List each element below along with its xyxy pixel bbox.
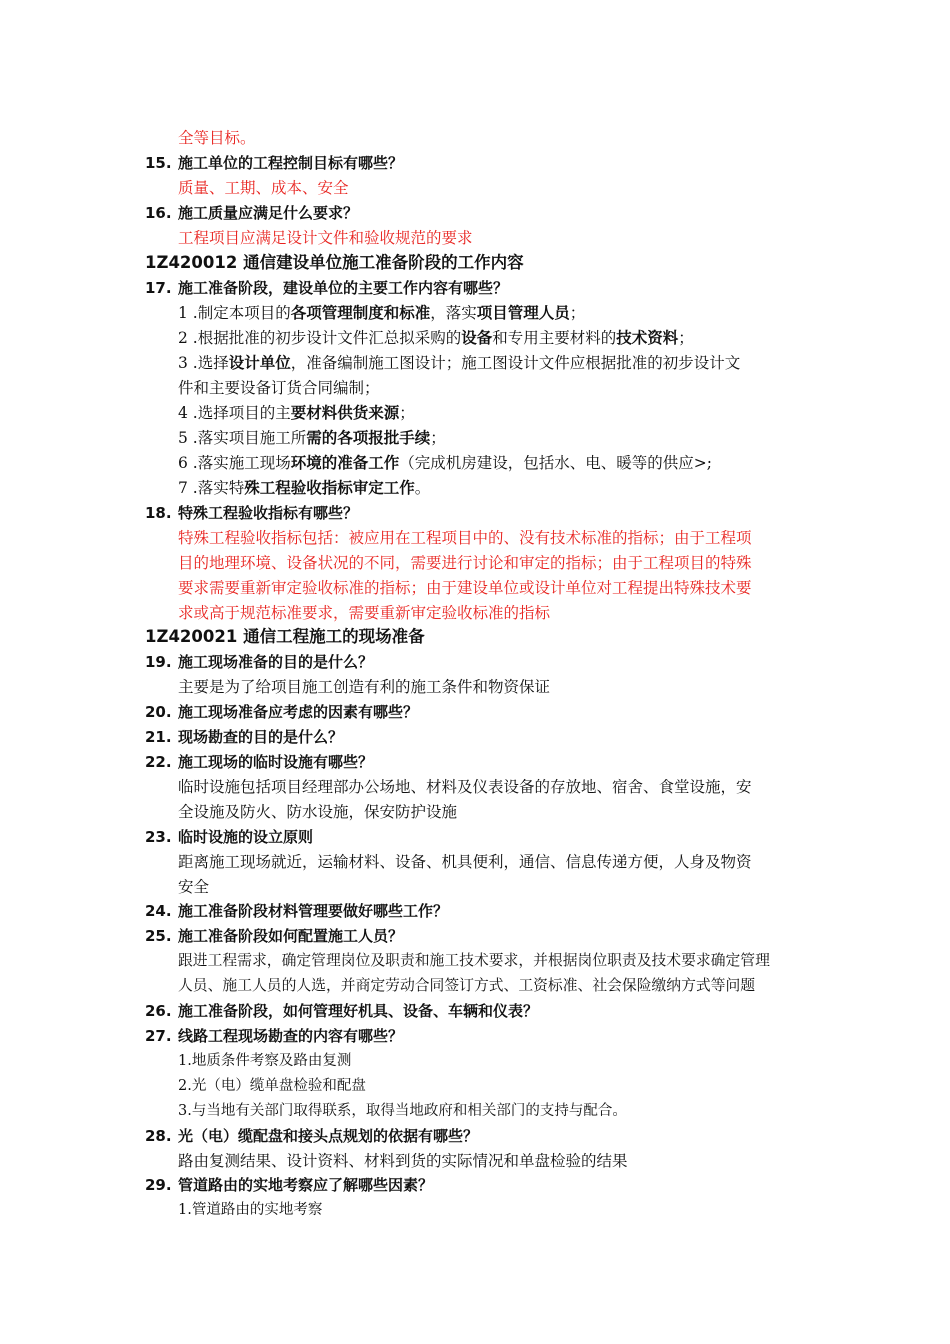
question-15 [145,153,403,173]
text: 。 [414,479,431,497]
bold-text: 项目管理人员 [476,304,570,322]
answer-text: 1.地质条件考察及路由复测 [178,1053,352,1069]
answer-text: 人员、施工人员的人选，并商定劳动合同签订方式、工资标准、社会保险缴纳方式等问题 [178,977,756,994]
text: 2 .根据批准的初步设计文件汇总拟采购的 [178,329,462,347]
question-text: 施工单位的工程控制目标有哪些？ [178,154,404,172]
answer-22-line-2 [178,802,457,822]
bold-text: 要材料供货来源 [290,404,400,422]
question-16 [145,203,358,223]
bold-text: 技术资料 [616,329,679,347]
answer-15 [178,178,349,198]
bold-text: 殊工程验收指标审定工作 [244,479,415,497]
answer-17-item-2 [178,328,694,348]
question-number: 26. [145,1002,172,1020]
text: ，准备编制施工图设计；施工图设计文件应根据批准的初步设计文 [290,354,741,372]
answer-text: 特殊工程验收指标包括：被应用在工程项目中的、没有技术标准的指标；由于工程项 [178,529,752,547]
question-26 [145,1001,538,1021]
text: （完成机房建设，包括水、电、暖等的供应>; [399,454,712,472]
bold-text: 环境的准备工作 [290,454,400,472]
text: 5 .落实项目施工所 [178,429,307,447]
question-27 [145,1026,403,1046]
answer-text: 距离施工现场就近，运输材料、设备、机具便利，通信、信息传递方便，人身及物资 [178,853,752,871]
question-text: 施工质量应满足什么要求？ [178,204,359,222]
question-number: 19. [145,653,172,671]
answer-18-line-3 [178,578,752,598]
answer-text: 全等目标。 [178,129,256,147]
question-20 [145,702,418,722]
question-text: 临时设施的设立原则 [178,828,314,846]
text: 3 .选择 [178,354,229,372]
text: 7 .落实特 [178,479,245,497]
answer-text: 要求需要重新审定验收标准的指标；由于建设单位或设计单位对工程提出特殊技术要 [178,579,752,597]
question-text: 施工准备阶段如何配置施工人员？ [178,927,404,945]
answer-17-item-4 [178,403,415,423]
question-number: 24. [145,902,172,920]
answer-22-line-1 [178,777,752,797]
answer-text: 1.管道路由的实地考察 [178,1202,323,1218]
answer-continuation [178,128,256,148]
text: 件和主要设备订货合同编制； [178,379,380,397]
answer-23-line-2 [178,877,209,897]
question-text: 现场勘查的目的是什么？ [178,728,344,746]
answer-17-item-5 [178,428,446,448]
question-text: 施工现场的临时设施有哪些？ [178,753,374,771]
text: ，落实 [430,304,477,322]
question-19 [145,652,373,672]
answer-16 [178,228,473,248]
question-24 [145,901,448,921]
question-number: 20. [145,703,172,721]
answer-18-line-2 [178,553,752,573]
question-text: 施工准备阶段，建设单位的主要工作内容有哪些？ [178,279,509,297]
question-21 [145,727,343,747]
question-number: 22. [145,753,172,771]
answer-text: 全设施及防火、防水设施，保安防护设施 [178,803,458,821]
answer-text: 路由复测结果、设计资料、材料到货的实际情况和单盘检验的结果 [178,1152,628,1170]
answer-29-item-1 [178,1200,322,1220]
answer-text: 安全 [178,878,210,896]
question-29 [145,1175,433,1195]
answer-27-item-1 [178,1051,351,1071]
answer-text: 2.光（电）缆单盘检验和配盘 [178,1078,366,1094]
question-number: 27. [145,1027,172,1045]
question-number: 15. [145,154,172,172]
answer-text: 工程项目应满足设计文件和验收规范的要求 [178,229,473,247]
question-text: 施工准备阶段材料管理要做好哪些工作？ [178,902,449,920]
text: ； [399,404,415,422]
question-17 [145,278,508,298]
answer-17-item-6 [178,453,712,473]
bold-text: 设计单位 [228,354,291,372]
question-23 [145,827,313,847]
question-25 [145,926,403,946]
text: ； [430,429,446,447]
section-heading-text: 1Z420021 通信工程施工的现场准备 [145,627,425,646]
answer-28 [178,1151,628,1171]
answer-text: 求或高于规范标准要求，需要重新审定验收标准的指标 [178,604,551,622]
answer-17-item-7 [178,478,430,498]
text: 1 .制定本项目的 [178,304,291,322]
answer-25-line-2 [178,976,755,996]
question-text: 施工现场准备的目的是什么？ [178,653,374,671]
section-heading-text: 1Z420012 通信建设单位施工准备阶段的工作内容 [145,253,524,272]
text: ； [569,304,586,322]
text: 和专用主要材料的 [492,329,617,347]
text: ； [678,329,694,347]
answer-17-item-3 [178,353,740,373]
answer-25-line-1 [178,951,770,971]
question-18 [145,503,358,523]
question-number: 21. [145,728,172,746]
question-text: 施工准备阶段，如何管理好机具、设备、车辆和仪表？ [178,1002,539,1020]
answer-18-line-4 [178,603,550,623]
question-text: 线路工程现场勘查的内容有哪些？ [178,1027,404,1045]
answer-text: 临时设施包括项目经理部办公场地、材料及仪表设备的存放地、宿舍、食堂设施，安 [178,778,752,796]
question-number: 17. [145,279,172,297]
question-number: 16. [145,204,172,222]
answer-text: 目的地理环境、设备状况的不同，需要进行讨论和审定的指标；由于工程项目的特殊 [178,554,752,572]
question-text: 管道路由的实地考察应了解哪些因素？ [178,1176,434,1194]
answer-18-line-1 [178,528,752,548]
question-text: 光（电）缆配盘和接头点规划的依据有哪些？ [178,1127,479,1145]
answer-text: 跟进工程需求，确定管理岗位及职责和施工技术要求，并根据岗位职责及技术要求确定管理 [178,952,770,969]
answer-text: 主要是为了给项目施工创造有利的施工条件和物资保证 [178,678,551,696]
text: 6 .落实施工现场 [178,454,291,472]
question-text: 特殊工程验收指标有哪些？ [178,504,359,522]
question-number: 18. [145,504,172,522]
question-number: 23. [145,828,172,846]
question-22 [145,752,373,772]
answer-27-item-3 [178,1101,627,1121]
text: 4 .选择项目的主 [178,404,291,422]
section-heading-2 [145,627,425,647]
answer-19 [178,677,550,697]
answer-text: 质量、工期、成本、安全 [178,179,349,197]
section-heading-1 [145,253,524,273]
bold-text: 设备 [461,329,493,347]
question-text: 施工现场准备应考虑的因素有哪些？ [178,703,419,721]
answer-23-line-1 [178,852,752,872]
answer-27-item-2 [178,1076,366,1096]
answer-text: 3.与当地有关部门取得联系，取得当地政府和相关部门的支持与配合。 [178,1103,627,1119]
answer-17-item-1 [178,303,585,323]
bold-text: 需的各项报批手续 [306,429,431,447]
bold-text: 各项管理制度和标准 [290,304,431,322]
question-number: 25. [145,927,172,945]
question-number: 29. [145,1176,172,1194]
question-number: 28. [145,1127,172,1145]
answer-17-item-3-cont [178,378,380,398]
question-28 [145,1126,478,1146]
